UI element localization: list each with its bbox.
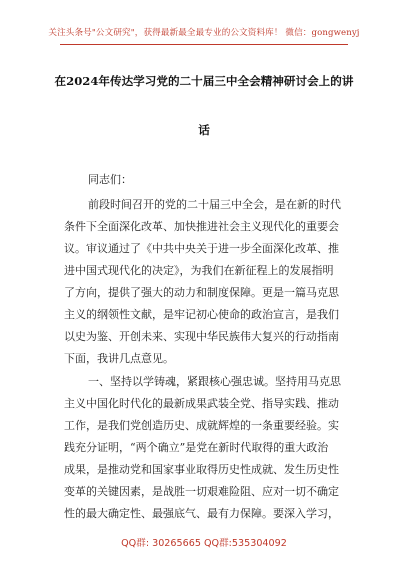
body-line: 成果，是推动党和国家事业取得历史性成就、发生历史性 bbox=[64, 463, 339, 476]
header-banner: 关注头条号"公文研究"，获得最新最全最专业的公文资料库！ 微信：gongwenyj bbox=[48, 28, 360, 38]
body-line: 变革的关键因素，是战胜一切艰难险阻、应对一切不确定 bbox=[64, 485, 339, 498]
body-line: 进中国式现代化的决定》，为我们在新征程上的发展指明 bbox=[64, 264, 334, 277]
footer-contact: QQ群: 30265665 QQ群:535304092 bbox=[121, 538, 287, 549]
body-line: 一、坚持以学铸魂，紧跟核心强忠诚。坚持用马克思 bbox=[88, 375, 341, 388]
document-title-line-1: 在2024年传达学习党的二十届三中全会精神研讨会上的讲 bbox=[54, 74, 354, 88]
document-title-line-2: 话 bbox=[198, 123, 210, 137]
body-line: 性的最大确定性、最强底气、最有力保障。要深入学习， bbox=[64, 507, 339, 520]
body-line: 工作，是我们党创造历史、成就辉煌的一条重要经验。实 bbox=[64, 419, 339, 432]
body-line: 了方向，提供了强大的动力和制度保障。更是一篇马克思 bbox=[64, 286, 339, 299]
body-line: 主义的纲领性文献，是牢记初心使命的政治宣言，是我们 bbox=[64, 308, 339, 321]
header-divider bbox=[60, 44, 348, 45]
body-line: 议。审议通过了《中共中央关于进一步全面深化改革、推 bbox=[64, 242, 339, 255]
body-line: 主义中国化时代化的最新成果武装全党、指导实践、推动 bbox=[64, 397, 339, 410]
body-line: 下面，我讲几点意见。 bbox=[64, 352, 174, 365]
body-line: 践充分证明，“两个确立”是党在新时代取得的重大政治 bbox=[64, 441, 329, 454]
body-line: 前段时间召开的党的二十届三中全会，是在新的时代 bbox=[88, 198, 341, 211]
body-line: 以史为鉴、开创未来、实现中华民族伟大复兴的行动指南 bbox=[64, 330, 339, 343]
body-line: 条件下全面深化改革、加快推进社会主义现代化的重要会 bbox=[64, 220, 339, 233]
greeting: 同志们： bbox=[88, 173, 132, 186]
